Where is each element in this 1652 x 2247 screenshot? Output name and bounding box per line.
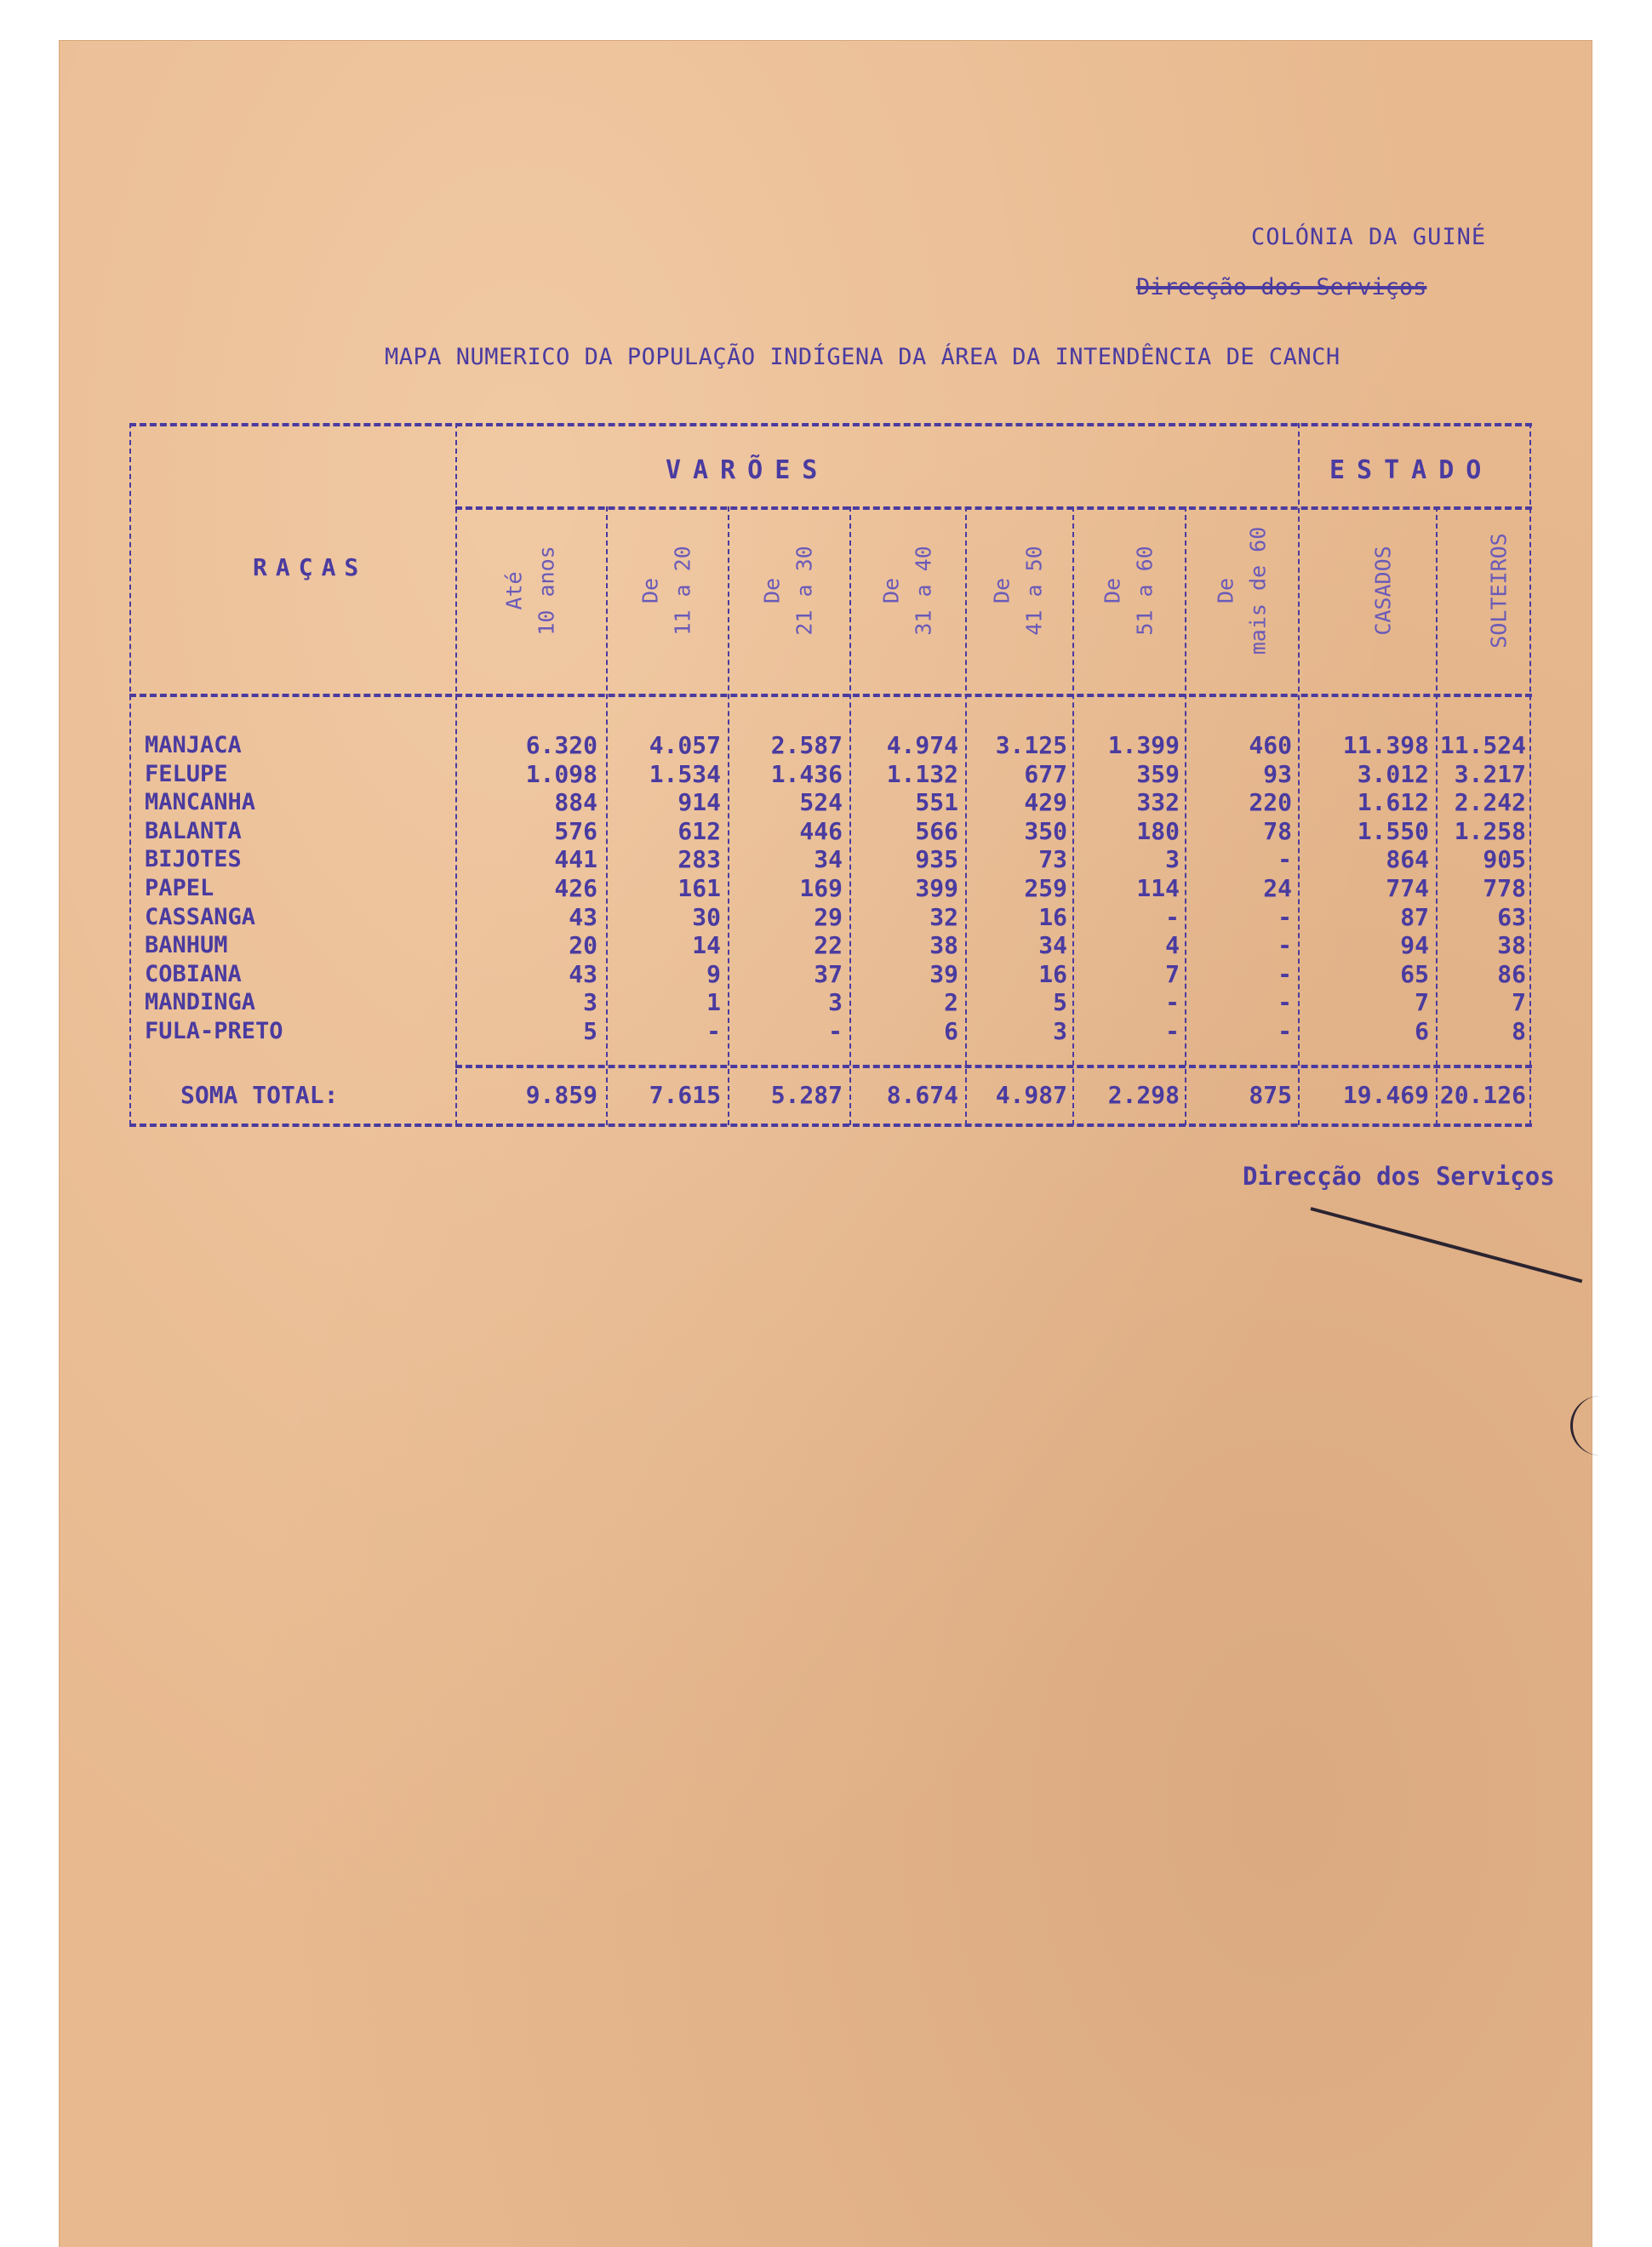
table-cell: 4 — [1165, 931, 1180, 960]
racas-label: RAÇAS — [253, 553, 368, 581]
table-cell: 4.057 — [649, 731, 721, 759]
race-name: BIJOTES — [145, 846, 242, 873]
table-cell: 9 — [706, 959, 721, 988]
table-cell: 524 — [799, 788, 843, 817]
table-cell: 3 — [1053, 1016, 1067, 1045]
table-cell: 3 — [1165, 845, 1180, 874]
table-cell: 935 — [915, 845, 958, 874]
table-rule-total-top — [455, 1065, 1532, 1068]
table-cell: 7 — [1415, 988, 1429, 1017]
table-cell: 169 — [799, 873, 843, 902]
race-name: PAPEL — [145, 874, 214, 901]
table-cell: - — [1278, 1016, 1292, 1045]
table-cell: 1.098 — [525, 759, 597, 788]
table-cell: 3.217 — [1454, 759, 1526, 788]
total-11-20: 7.615 — [649, 1081, 721, 1109]
table-cell: 14 — [692, 931, 721, 960]
col-values-mais-60 — [1185, 731, 1292, 1046]
table-cell: 22 — [814, 931, 843, 960]
total-ate-10: 9.859 — [525, 1081, 597, 1109]
table-rule-bottom — [129, 1124, 1532, 1127]
table-cell: - — [1278, 959, 1292, 988]
table-cell: 332 — [1136, 788, 1180, 817]
col-values-51-60 — [1072, 731, 1180, 1046]
table-cell: 161 — [677, 873, 721, 902]
table-cell: 7 — [1512, 988, 1526, 1017]
race-name: COBIANA — [145, 960, 242, 987]
table-cell: - — [828, 1016, 843, 1045]
table-cell: 78 — [1263, 816, 1292, 845]
table-cell: 43 — [569, 902, 597, 931]
table-cell: 1.550 — [1357, 816, 1429, 845]
table-cell: 2.242 — [1454, 788, 1526, 817]
table-cell: 283 — [677, 845, 721, 874]
table-cell: 39 — [929, 959, 958, 988]
race-name: FELUPE — [145, 760, 228, 787]
table-cell: 1.399 — [1107, 731, 1180, 759]
table-cell: 884 — [554, 788, 597, 817]
table-cell: 3.125 — [995, 731, 1067, 759]
table-cell: 93 — [1263, 759, 1292, 788]
col-header-31-40: De 31 a 40 — [878, 546, 936, 636]
table-cell: 3.012 — [1357, 759, 1429, 788]
table-cell: 220 — [1249, 788, 1292, 817]
col-header-21-30: De 21 a 30 — [759, 546, 817, 636]
col-header-ate-10: Até 10 anos — [501, 546, 559, 636]
table-cell: 63 — [1497, 902, 1526, 931]
table-cell: 34 — [1038, 931, 1067, 960]
table-cell: 114 — [1136, 873, 1180, 902]
race-name: FULA-PRETO — [145, 1017, 283, 1044]
race-name: CASSANGA — [145, 903, 256, 930]
header-colonia: COLÓNIA DA GUINÉ — [1251, 224, 1487, 250]
table-cell: 7 — [1165, 959, 1180, 988]
col-values-solteiros — [1436, 731, 1526, 1046]
table-cell: 576 — [554, 816, 597, 845]
table-cell: 8 — [1512, 1016, 1526, 1045]
race-name: MANJACA — [145, 732, 242, 758]
group-varoes-label: VARÕES — [666, 455, 830, 485]
table-cell: 778 — [1483, 873, 1526, 902]
table-cell: 24 — [1263, 873, 1292, 902]
table-cell: 43 — [569, 959, 597, 988]
total-51-60: 2.298 — [1107, 1081, 1180, 1109]
total-mais-60: 875 — [1249, 1081, 1292, 1109]
table-cell: 2.587 — [770, 731, 843, 759]
race-names-column — [145, 731, 283, 1046]
col-values-casados — [1298, 731, 1429, 1046]
table-cell: 4.974 — [886, 731, 958, 759]
document-title: MAPA NUMERICO DA POPULAÇÃO INDÍGENA DA ÁREA DA INTENDÊNCIA DE CANCH — [385, 344, 1340, 370]
table-cell: 37 — [814, 959, 843, 988]
table-cell: 460 — [1249, 731, 1292, 759]
group-estado-label: ESTADO — [1329, 455, 1494, 485]
table-cell: 6 — [944, 1016, 958, 1045]
race-name: BALANTA — [145, 817, 242, 844]
table-cell: 38 — [1497, 931, 1526, 960]
table-cell: 566 — [915, 816, 958, 845]
table-cell: 32 — [929, 902, 958, 931]
col-header-41-50: De 41 a 50 — [989, 546, 1047, 636]
table-cell: 446 — [799, 816, 843, 845]
table-cell: 914 — [677, 788, 721, 817]
table-cell: 864 — [1386, 845, 1429, 874]
table-cell: 65 — [1400, 959, 1429, 988]
table-cell: 399 — [915, 873, 958, 902]
total-41-50: 4.987 — [995, 1081, 1067, 1109]
col-header-mais-60: De mais de 60 — [1213, 526, 1271, 655]
header-direccao: Direcção dos Serviços — [1136, 274, 1427, 300]
table-cell: 16 — [1038, 959, 1067, 988]
table-cell: 677 — [1024, 759, 1067, 788]
table-cell: 87 — [1400, 902, 1429, 931]
table-cell: 6 — [1415, 1016, 1429, 1045]
table-cell: 5 — [1053, 988, 1067, 1017]
table-cell: 1 — [706, 988, 721, 1017]
total-21-30: 5.287 — [770, 1081, 843, 1109]
total-31-40: 8.674 — [886, 1081, 958, 1109]
table-cell: 94 — [1400, 931, 1429, 960]
table-cell: 16 — [1038, 902, 1067, 931]
table-cell: 1.612 — [1357, 788, 1429, 817]
table-rule-header-bottom — [129, 694, 1532, 697]
population-table — [129, 379, 1532, 1139]
table-cell: 1.436 — [770, 759, 843, 788]
col-header-casados: CASADOS — [1370, 546, 1396, 636]
col-header-51-60: De 51 a 60 — [1100, 546, 1158, 636]
table-cell: - — [1165, 902, 1180, 931]
table-cell: 359 — [1136, 759, 1180, 788]
table-cell: 350 — [1024, 816, 1067, 845]
col-values-11-20 — [606, 731, 721, 1046]
table-rule-group — [455, 506, 1532, 510]
table-cell: 6.320 — [525, 731, 597, 759]
table-cell: 3 — [583, 988, 597, 1017]
total-label: SOMA TOTAL: — [180, 1081, 339, 1109]
table-cell: 38 — [929, 931, 958, 960]
total-solteiros: 20.126 — [1439, 1081, 1526, 1109]
table-cell: - — [706, 1016, 721, 1045]
table-cell: 86 — [1497, 959, 1526, 988]
race-name: MANCANHA — [145, 789, 256, 816]
col-values-41-50 — [965, 731, 1067, 1046]
col-header-11-20: De 11 a 20 — [637, 546, 695, 636]
table-cell: 5 — [583, 1016, 597, 1045]
table-col-rule-left — [129, 423, 131, 1125]
table-cell: 1.534 — [649, 759, 721, 788]
table-cell: 551 — [915, 788, 958, 817]
table-cell: 612 — [677, 816, 721, 845]
table-col-rule-races — [455, 423, 457, 1125]
table-cell: - — [1278, 902, 1292, 931]
table-cell: 441 — [554, 845, 597, 874]
table-cell: 11.398 — [1342, 731, 1429, 759]
table-cell: 29 — [814, 902, 843, 931]
table-cell: 1.258 — [1454, 816, 1526, 845]
table-cell: 2 — [944, 988, 958, 1017]
table-cell: 34 — [814, 845, 843, 874]
col-values-31-40 — [849, 731, 958, 1046]
table-cell: - — [1278, 845, 1292, 874]
table-cell: - — [1165, 1016, 1180, 1045]
table-cell: 774 — [1386, 873, 1429, 902]
table-cell: 3 — [828, 988, 843, 1017]
table-cell: - — [1278, 988, 1292, 1017]
col-values-ate-10 — [470, 731, 597, 1046]
table-cell: 426 — [554, 873, 597, 902]
table-cell: 20 — [569, 931, 597, 960]
race-name: BANHUM — [145, 932, 228, 959]
race-name: MANDINGA — [145, 989, 256, 1016]
total-casados: 19.469 — [1342, 1081, 1429, 1109]
table-rule-top — [129, 423, 1532, 426]
table-cell: 180 — [1136, 816, 1180, 845]
table-cell: 905 — [1483, 845, 1526, 874]
col-header-solteiros: SOLTEIROS — [1487, 533, 1512, 649]
footer-direccao: Direcção dos Serviços — [1243, 1162, 1555, 1191]
table-cell: - — [1165, 988, 1180, 1017]
table-cell: 1.132 — [886, 759, 958, 788]
table-cell: 429 — [1024, 788, 1067, 817]
col-values-21-30 — [728, 731, 843, 1046]
table-cell: - — [1278, 931, 1292, 960]
table-cell: 11.524 — [1439, 731, 1526, 759]
table-cell: 30 — [692, 902, 721, 931]
document-sheet — [60, 41, 1592, 2247]
table-cell: 259 — [1024, 873, 1067, 902]
table-cell: 73 — [1038, 845, 1067, 874]
